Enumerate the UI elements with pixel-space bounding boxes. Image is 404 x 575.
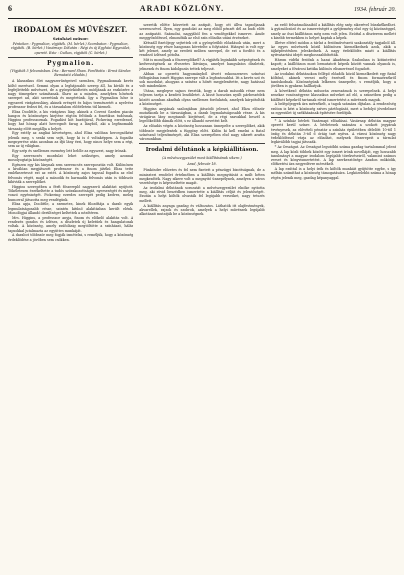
paragraph: A lap ezúttal is a helyi írók és költők munkáit gyűjtötte egybe, s így méltán számíthat a közönség támogatására. Legközelebbi száma a hónap végén jelenik meg, gazdag képanyaggal. bbox=[270, 167, 396, 180]
paragraph: Abban az operetti hagyományból átvett rokonszenves színészi felfogásban ismét Higgins szerepe vált a legfontosabbá. Itt a kevés szó és sok mozdulat, ahogyan a színész a hősét megjelenítette, nagy hatással volt mindenkire. bbox=[139, 71, 265, 89]
paragraph: Az előadás végén a közönség hosszasan ünnepelte a szereplőket, akik többször megjelentek a függöny előtt. Külön ki kell emelni a fiatal színésznő teljesítményét, aki Eliza szerepében első nagy sikerét aratta városunkban. bbox=[139, 124, 265, 142]
byline: Arad, február 18. bbox=[187, 162, 217, 167]
paragraph: Három vidéki festőnk a hazai Akadémia Szalonban is kitüntetést kapott; a kiállításon most bemutatott képeik között vannak olyanok is, amelyeket a fővárosi kritika különös elismeréssel fogadott. bbox=[270, 58, 396, 71]
paragraph: Illetve eltérő módon a tárlat a festőművészeti szakosztály tagjaiból áll. Az egyes művészek közül különösen kiemelkednek azok, akik a tájképfestésben jeleskednek. A nagy érdeklődés miatt a kiállítás nyitvatartási idejét meghosszabbították. bbox=[270, 40, 396, 58]
article-body-continued bbox=[139, 23, 264, 141]
theater-program: Pénteken : Pygmalion, vígjáték. (M. bérlet.) Szombaton : Pygmalion, vígjáték. (B. bérlet.) Vasárnap: Délután : Régi és új Egyházi Egyesület, operett. Este : Csókos, vígjáték (C. bérlet.) bbox=[10, 42, 131, 55]
columns bbox=[8, 23, 396, 571]
subsection-note: (A művészegyesület most kiállításának sikere.) bbox=[162, 155, 242, 160]
paragraph: A kiállítás anyaga gazdag és változatos. Láthatók itt olajfestmények, akvarellek, rajzok és szobrok, amelyek a helyi művészek legújabb alkotásait mutatják be a közönségnek. bbox=[139, 203, 265, 216]
paragraph: Egy estély az angliai követségen, ahol Eliza valóban hercegnőként jelenik meg, s senki sem sejti, hogy ki is ő voltaképpen. A fogadás megnyerése után azonban az ifjú lány érzi, hogy nincs helye sem a régi, sem az új világban. bbox=[8, 131, 134, 149]
news-item: * Az Orszägut. Az Orszägut legutóbbi száma gazdag tartalommal jelent meg. A lap közli többek között egy ismert írónk novelláját, egy hosszabb tanulmányt a magyar irodalom legújabb törekvéseiről, valamint számos verset és könyvismertetést. A lap szerkesztősége Aradon működik, előfizetési ára negyedévre mérsékelt. bbox=[270, 145, 396, 167]
subsection-title: Irodalmi délutánok a képkiállításon. bbox=[145, 146, 259, 153]
rubric-subtitle: Színházi műsor: bbox=[52, 36, 89, 41]
paragraph: A belépőjegyek ára mérsékelt, a tagok számára díjtalan. A rendezőség ezúton is kéri a közönség szíves pártfogását, mert a befolyó jövedelmet az egyesület új székházának építésére fordítják. bbox=[270, 102, 396, 115]
article-title: Pygmalion. bbox=[46, 59, 95, 67]
paragraph: Higgins anyjának szalonjában játszódó jelenet, ahol Eliza először mutatkozik be a társaságban, a darab legmulatságosabb része. A kis virágárus lány megtanult kiejtéssel, de a régi szavakkal beszél a legelőkelőbb dámák előtt, s ez állandó nevetést kelt. bbox=[139, 106, 265, 124]
exhibition-body bbox=[271, 23, 396, 115]
paragraph: A következő délután műsorán zeneszámok is szerepelnek. A helyi zenekar vonósnégyese klasszikus műveket ad elő, a szünetben pedig a kiállított képekről tartanak rövid ismertetést a művészek maguk. bbox=[270, 89, 396, 102]
paragraph: Mit is mondjunk a főszereplőkről? A vígjáték leginkább szépségének és kedvességének az élvezetes látványa, amelyet hangulatos díszletek, jelmezek és finom kidolgozás tettek teljessé. bbox=[139, 58, 265, 71]
news-item: * A színház bérleti Vasárnapi előadásai. Vasárnap délután magyar operett kerül színre. A bérletesek számára a szokott jegyárak érvényesek, az elővételi pénztár a színház épületében délelőtt 10-től 1 óráig és délután 3-tól 6 óráig tart nyitva. A városi közönség nagy érdeklődéssel várja az előadást, melynek főszerepeit a társulat legkiválóbb tagjai játsszák. bbox=[270, 119, 396, 145]
paragraph: A klasszikus élet nagyszerűségeivel szemben, Pygmalionnak kevés költő merészel. Semmi olyan a legbájosabb szerep áll, ha kíváló és a legfejlettebb művészet, de a gyönyörködtetés módjának az eszközére a nagy tömegekre számítanak. Shaw az a minden, amelyben hősének szerepet ad, akit szeretünk és megértünk. Így a Pygmalion hőse is egyszerű virágáruslány, akinek erényét és bájos természetét a nyelvész professzor fedezi fel, és a társadalom előítéletein túl kiemeli. bbox=[8, 79, 134, 109]
column-1 bbox=[8, 23, 133, 571]
column-2 bbox=[139, 23, 264, 571]
paragraph: Mrs. Higgins, a professzor anyja, finom és előkelő alakítás volt. A rendezés gondos és ízléses, a díszletek új keletűek és hangulatosak voltak. A közönség, amely zsúfolásig megtöltötte a színházat, hálás tapsokkal jutalmazta az együttes munkáját. bbox=[8, 215, 134, 233]
paragraph: Higgins szerepében a férfi főszereplő nagyszerű alakítást nyújtott. Tökéletesen érzékeltette a tudós szórakozottságát, nyerseségét és mégis vonzó egyéniségét. Pickering ezredes szerepét pedig kedves, meleg humorral játszotta meg vendégünk. bbox=[8, 184, 134, 202]
page-number: 6 bbox=[8, 4, 12, 13]
paragraph: az erdő felszámolásaiból a kiállítás elég szép sikerével büszkélkedhet. A gyümölcsöző és az ismeretségét a gyűjtemény első egy új közönséggel, amely az őszi kiállításon még nem volt jelen. Ezúttal a díszterem mellett a kisebb termekben is helyet kaptak a képek. bbox=[270, 23, 396, 40]
divider bbox=[8, 57, 133, 58]
divider bbox=[139, 143, 264, 144]
column-3 bbox=[271, 23, 396, 571]
paragraph: Kétszáll fizetőjegy sejtettek ott a gyönyörűbb előadások után, mert a közönség egy része hangosan követelte a folytatást. Hiányzó is volt egy-két jelenet, amely az eredeti műben szerepel, de ezt a fordító és a rendező ízléssel pótolta. bbox=[139, 40, 265, 58]
paragraph: Egy szerencsés mozdulat lehet szükséges, amely azonnal mosolyogtatja közönségét. bbox=[8, 153, 134, 163]
paragraph: Eliza Doolittle, a kis virágárus lány, akinek a Covent Garden piacán hangos és közönséges kiejtése rögtön feltűnik a fonetikus tudósnak, Higgins professzornak. Fogadást köt barátjával, Pickering ezredessel, hogy hat hónap alatt hercegnőt farag a lányból, aki a legfinomabb társaság előtt megállja a helyét. bbox=[8, 109, 134, 131]
article-body bbox=[8, 79, 133, 242]
paragraph: Egy szép és szellemes esemény lett belőle az egyszeri, nagy írónak. bbox=[12, 149, 127, 154]
paragraph: Az irodalmi délutánok sorozatát a művészegyesület elnöke nyitotta meg, aki rövid beszédben ismertette a kiállítás célját és jelentőségét. Ezután a helyi költők olvasták fel legújabb verseiket, nagy tetszés mellett. bbox=[139, 185, 265, 203]
paragraph: Eliza apja, Doolittle, a szemetes, kinek filozófiája a darab egyik legmulatságosabb része, szintén kitűnő alakításban került elénk. Monológjai állandó derültséget keltettek a nézőtéren. bbox=[8, 202, 134, 215]
section-rubric: IRODALOM ÉS MŰVÉSZET. bbox=[13, 25, 128, 34]
divider bbox=[271, 117, 396, 118]
issue-date: 1934. február 20. bbox=[354, 7, 396, 13]
paragraph: szeretik előtte közvetett az antipát, hogy ott állva tapsoljanak szerencsével. Ilyen, egy gondolat az meg ebből pénzét dél az budi előtt az antipatát. Számolni, nagyjából fen a vendégekkel ismerve. Ámde meggyőződéssel, elmondták az első szín előadás utáni érzéseket. bbox=[139, 23, 265, 40]
paragraph: Utána, meglepve sajnos éreztük, hogy a darab második része nem teljesen tartja a kezdeti lendületet. A kissé hosszúra nyúlt párbeszédek között azonban akadtak olyan szellemes fordulatok, amelyek kárpótolták a közönséget. bbox=[139, 89, 265, 106]
paragraph: A darabot többször meg fogják ismételni, s reméljük, hogy a közönség érdeklődése a jövőben sem csökken. bbox=[8, 233, 134, 242]
masthead: ARADI KÖZLÖNY. bbox=[139, 4, 225, 13]
paragraph: Egészen egy kis lánynak sem szerencsés szereposztás volt. Különösen a kiválóan megjátszott professzor és a finom játékú Eliza tette emlékezetessé ezt az estét. A közönség zajos tapssal fogadta az első felvonás végét, majd a második és harmadik felvonás után is többször kihívták a szereplőket. bbox=[8, 162, 134, 184]
page-header bbox=[8, 4, 396, 19]
paragraph: Az irodalmi délutánokon fellépő előadók közül kiemelkedett egy fiatal költőnő, akinek versei mély érzésről és finom formaérzékről tanúskodnak. Közönségünk lelkesen ünnepelte, s reméljük, hogy a jövőben is gyakran hallhatjuk. bbox=[270, 71, 396, 89]
article-note: (Vígjáték 5 felvonásban. Írta : Bernard Shaw. Fordította : Ernst Sándor. Bemutató előadás.) bbox=[10, 68, 132, 77]
subsection-body bbox=[139, 168, 264, 216]
paragraph: Pünkösdre előzetes és fel nem fizetett a pénzügyi bizottságnak, de a miniszteri rendelet értelmében a kiállítás megnyitását a múlt héten megkezdték. Nagy sikere volt a megnyitó ünnepélynek, amelyen a város vezetősége is képviseltette magát. bbox=[139, 168, 265, 186]
news-body bbox=[271, 167, 396, 180]
